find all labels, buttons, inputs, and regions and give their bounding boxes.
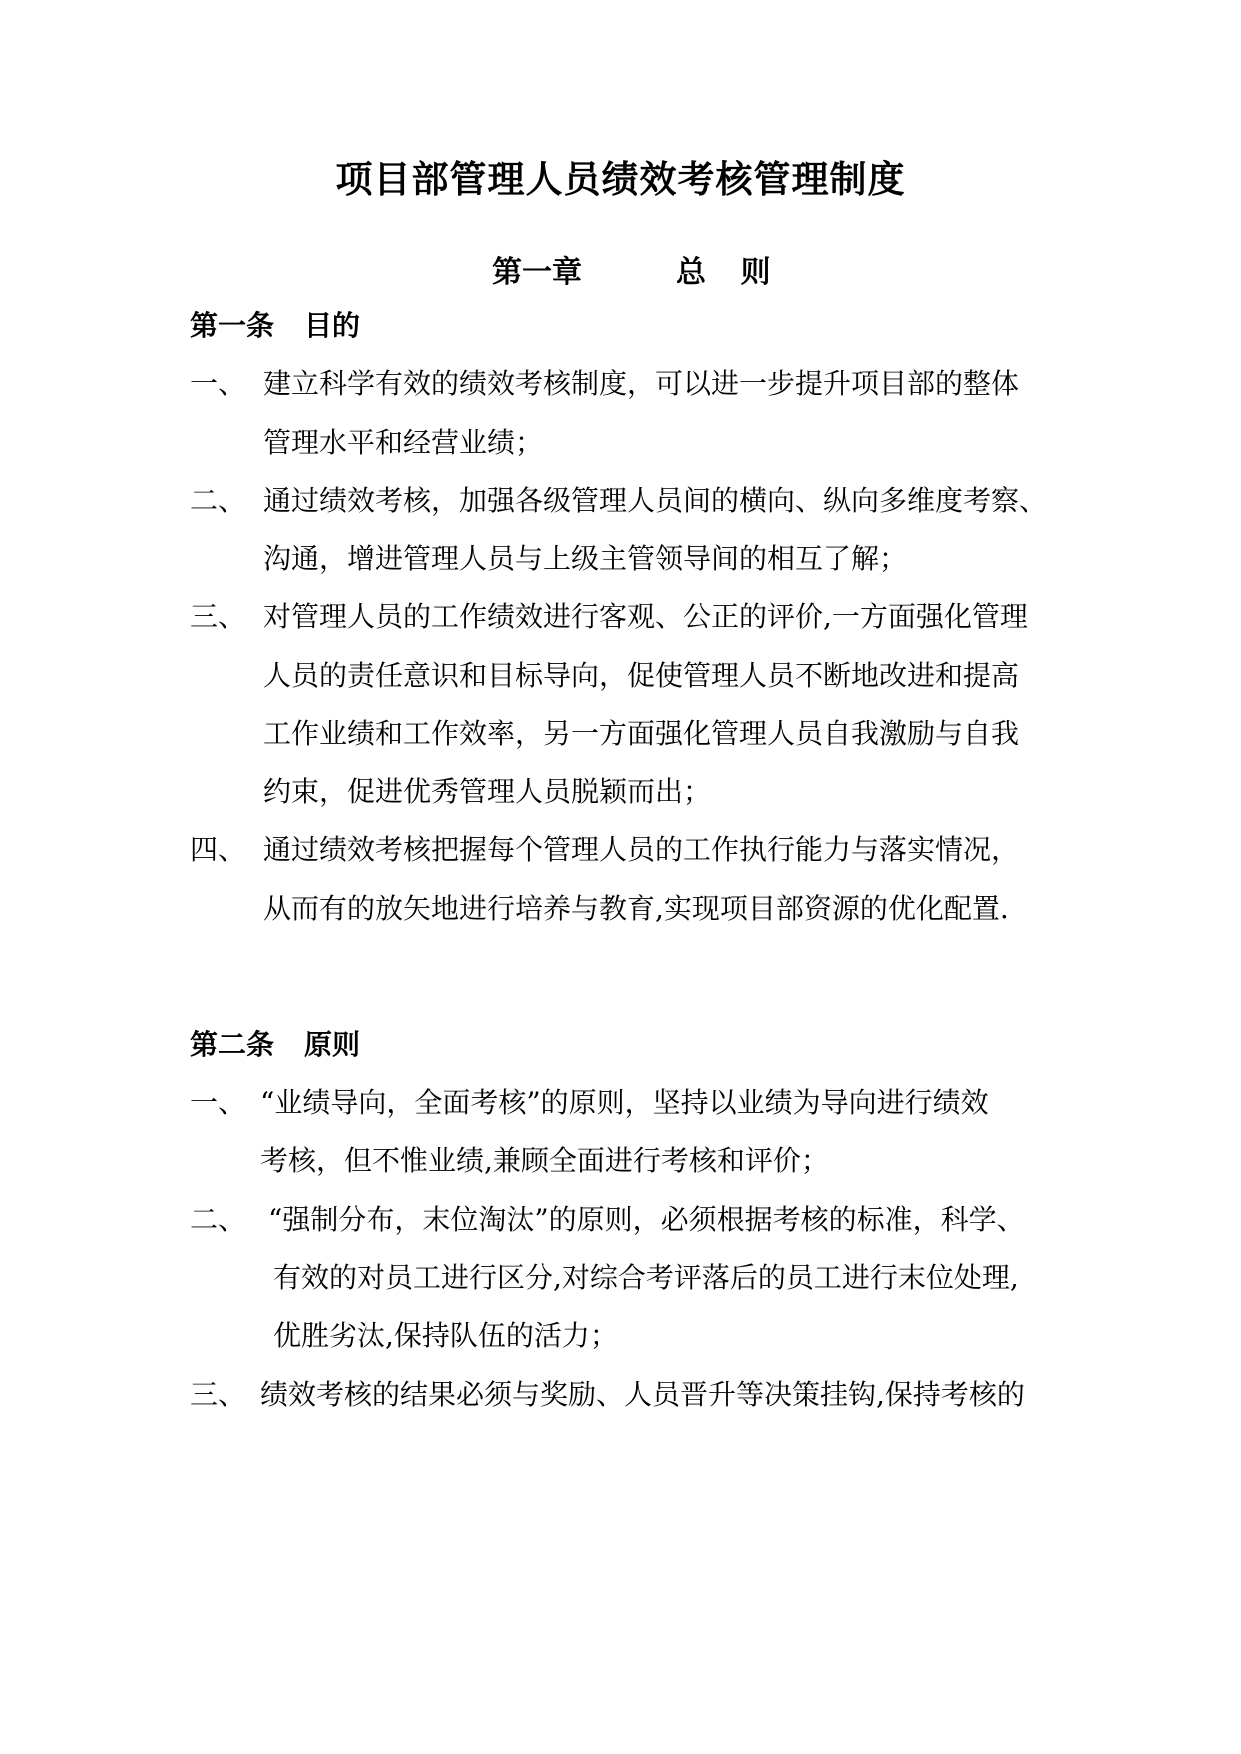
- list-marker: 一、: [190, 1086, 247, 1119]
- article-name: 目的: [304, 309, 361, 342]
- article-number: 第二条: [190, 1028, 275, 1061]
- article-number: 第一条: [190, 309, 275, 342]
- paragraph-line: 通过绩效考核，加强各级管理人员间的横向、纵向多维度考察、: [263, 484, 1048, 517]
- paragraph-line: 考核，但不惟业绩,兼顾全面进行考核和评价；: [260, 1144, 829, 1177]
- list-marker: 四、: [190, 833, 247, 866]
- paragraph-line: 人员的责任意识和目标导向，促使管理人员不断地改进和提高: [263, 659, 1020, 692]
- paragraph-line: 从而有的放矢地进行培养与教育,实现项目部资源的优化配置.: [263, 892, 1009, 925]
- list-marker: 三、: [190, 1378, 247, 1411]
- paragraph-line: 通过绩效考核把握每个管理人员的工作执行能力与落实情况，: [263, 833, 1020, 866]
- paragraph-line: 建立科学有效的绩效考核制度，可以进一步提升项目部的整体: [263, 367, 1020, 400]
- paragraph-line: 沟通，增进管理人员与上级主管领导间的相互了解；: [263, 542, 908, 575]
- list-marker: 二、: [190, 1203, 247, 1236]
- paragraph-line: “业绩导向，全面考核”的原则，坚持以业绩为导向进行绩效: [260, 1086, 989, 1119]
- paragraph-line: 对管理人员的工作绩效进行客观、公正的评价,一方面强化管理: [263, 600, 1028, 633]
- paragraph-line: 约束，促进优秀管理人员脱颖而出；: [263, 775, 712, 808]
- paragraph-line: 优胜劣汰,保持队伍的活力；: [273, 1319, 618, 1352]
- paragraph-line: “强制分布，末位淘汰”的原则，必须根据考核的标准，科学、: [268, 1203, 1025, 1236]
- chapter-number: 第一章: [492, 255, 582, 290]
- article-heading: [190, 1025, 360, 1065]
- article-name: 原则: [304, 1028, 361, 1061]
- list-marker: 一、: [190, 367, 247, 400]
- document-title: 项目部管理人员绩效考核管理制度: [335, 157, 906, 201]
- paragraph-line: 管理水平和经营业绩；: [263, 426, 544, 459]
- list-marker: 二、: [190, 484, 247, 517]
- paragraph-line: 工作业绩和工作效率，另一方面强化管理人员自我激励与自我: [263, 717, 1020, 750]
- paragraph-line: 有效的对员工进行区分,对综合考评落后的员工进行末位处理,: [273, 1261, 1019, 1294]
- list-marker: 三、: [190, 600, 247, 633]
- article-heading: [190, 306, 360, 346]
- paragraph-line: 绩效考核的结果必须与奖励、人员晋升等决策挂钩,保持考核的: [260, 1378, 1025, 1411]
- chapter-name: 总 则: [676, 255, 783, 290]
